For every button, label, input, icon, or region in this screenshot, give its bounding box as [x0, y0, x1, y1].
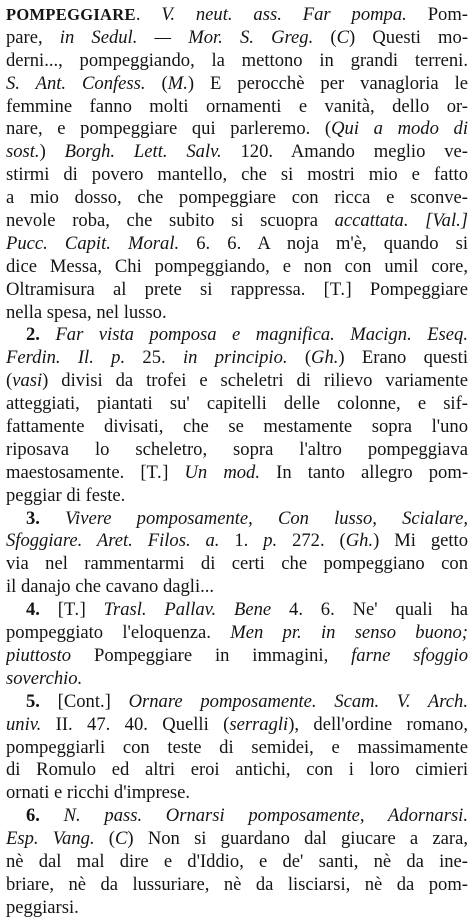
text-segment: C [115, 828, 128, 850]
text-segment: pare, [6, 26, 60, 48]
text-segment: ) divisi da trofei e scheletri di rilievo variamente [42, 370, 468, 392]
text-segment: [ [39, 599, 64, 621]
text-segment: riposava lo scheletro, sopra l'altro pompeggiava [6, 438, 468, 460]
text-segment: POMPEGGIARE [6, 5, 136, 24]
text-segment: nè dal mal dire e d'Iddio, e de' santi, nè da ine- [6, 850, 468, 872]
text-segment: Oltramisura al prete si rappressa. [ [6, 278, 330, 300]
text-segment: ornati e ricchi d'imprese. [6, 782, 191, 804]
text-line [6, 599, 468, 622]
text-segment: ( [145, 72, 168, 94]
text-segment: 3. [26, 507, 40, 529]
text-line [6, 485, 468, 508]
text-segment: 4. 6. Ne' quali ha [271, 599, 468, 621]
text-line [6, 256, 468, 279]
text-line [6, 691, 468, 714]
text-segment: accattata. [Val.] [334, 210, 468, 232]
text-segment: Esp. Vang. [6, 828, 95, 850]
text-line [6, 874, 468, 897]
text-segment: ) E perocchè per vanagloria le [187, 72, 468, 94]
text-segment: Men pr. in senso buono; [230, 622, 468, 644]
text-segment: soverchio. [6, 667, 83, 689]
text-segment: Pom- [406, 4, 468, 25]
text-segment: ) Mi getto [373, 530, 468, 552]
text-segment: ) Questi mo- [349, 26, 468, 48]
text-line [6, 233, 468, 256]
text-line [6, 4, 468, 27]
text-segment: ( [6, 370, 13, 392]
text-segment: in principio. [182, 347, 288, 369]
text-segment: di Romulo ed altri eroi antichi, con i loro cimieri [6, 759, 468, 781]
text-segment: C [336, 26, 350, 48]
text-segment: nella spesa, nel lusso. [6, 301, 167, 323]
text-line [6, 164, 468, 187]
text-segment: ) [39, 141, 65, 163]
text-segment: Borgh. Lett. Salv. [64, 141, 222, 163]
text-segment: vasi [12, 370, 43, 392]
text-line [6, 805, 468, 828]
text-line [6, 347, 468, 370]
text-segment: Qui a modo di [331, 118, 468, 140]
text-line [6, 759, 468, 782]
text-segment: ] [162, 461, 185, 483]
text-line [6, 118, 468, 141]
text-segment: pompeggiarli con teste di semidei, e massimamente [6, 736, 468, 758]
text-line [6, 210, 468, 233]
text-line [6, 714, 468, 737]
text-line [6, 508, 468, 531]
text-segment: In tanto allegro pom- [260, 461, 468, 483]
text-segment: femmine fanno molti ornamenti e vanità, dello or- [6, 95, 468, 117]
text-line [6, 782, 468, 805]
text-segment: derni..., pompeggiando, la mettono in grandi terreni. [6, 49, 468, 71]
text-line [6, 897, 468, 920]
text-segment: in Sedul. — Mor. S. Greg. [59, 26, 314, 48]
text-segment: M. [167, 72, 188, 94]
text-line [6, 279, 468, 302]
text-segment: Pompeggiare in immagini, [71, 644, 352, 666]
text-line [6, 141, 468, 164]
text-line [6, 439, 468, 462]
text-segment: peggiarsi. [6, 896, 79, 918]
text-segment: a mio dosso, che pompeggiare con ricca e sconve- [6, 187, 468, 209]
text-segment: ) Erano questi [338, 347, 468, 369]
text-line [6, 187, 468, 210]
text-segment: T. [329, 278, 346, 300]
text-segment: 1. [219, 530, 264, 552]
text-segment: univ. [6, 713, 42, 735]
text-segment: . [135, 4, 162, 25]
text-segment: Gh. [311, 347, 339, 369]
text-segment: nare, e pompeggiare qui parleremo. ( [6, 118, 332, 140]
text-segment: 6. 6. A noja m'è, quando si [179, 232, 468, 254]
text-line [6, 553, 468, 576]
text-line [6, 645, 468, 668]
text-segment: nevole roba, che subito si scuopra [6, 210, 335, 232]
text-line [6, 737, 468, 760]
text-segment: 6. [26, 805, 40, 827]
text-segment: sost. [6, 141, 40, 163]
text-segment: V. neut. ass. Far pompa. [161, 4, 407, 25]
text-segment: ( [313, 26, 337, 48]
text-segment: 5. [26, 690, 40, 712]
text-line [6, 73, 468, 96]
text-line [6, 50, 468, 73]
text-segment: Gh. [345, 530, 374, 552]
text-line [6, 462, 468, 485]
text-segment: serragli [229, 713, 289, 735]
text-segment: 272. ( [277, 530, 346, 552]
text-line [6, 324, 468, 347]
text-segment: N. pass. Ornarsi pomposamente, Adornarsi. [63, 805, 468, 827]
text-line [6, 828, 468, 851]
text-segment: ), dell'ordine romano, [288, 713, 468, 735]
dictionary-entry [6, 4, 468, 918]
text-segment: 2. [26, 324, 40, 346]
text-line [6, 622, 468, 645]
text-segment: II. 47. 40. Quelli ( [41, 713, 230, 735]
text-line [6, 302, 468, 325]
text-segment: Trasl. Pallav. Bene [103, 599, 272, 621]
text-segment: Sfoggiare. Aret. Filos. a. [6, 530, 220, 552]
text-segment: via nel rammentarmi di certi che pompeggiano con [6, 553, 468, 575]
text-segment: 25. [125, 347, 183, 369]
text-line [6, 530, 468, 553]
text-segment: ( [287, 347, 312, 369]
text-segment: ] Pompeggiare [345, 278, 468, 300]
text-segment: pompeggiato l'eloquenza. [6, 622, 231, 644]
text-segment: Far vista pomposa e magnifica. Macign. Eseq. [55, 324, 468, 346]
text-segment: p. [263, 530, 278, 552]
text-segment: peggiar di feste. [6, 484, 126, 506]
text-line [6, 851, 468, 874]
text-segment: T. [63, 599, 80, 621]
text-line [6, 668, 468, 691]
text-segment: ) Non si guardano dal giucare a zara, [127, 828, 468, 850]
text-line [6, 393, 468, 416]
text-segment: 4. [26, 599, 40, 621]
text-segment: S. Ant. Confess. [6, 72, 146, 94]
text-segment: Un mod. [184, 461, 261, 483]
text-segment: T. [146, 461, 163, 483]
text-segment: stirmi di povero mantello, che si mostri mio e fatto [6, 164, 468, 186]
text-segment: dice Messa, Chi pompeggiando, e non con umil core, [6, 255, 468, 277]
text-segment: piuttosto [6, 644, 72, 666]
text-segment [40, 805, 64, 826]
text-line [6, 96, 468, 119]
text-segment: ] [79, 599, 104, 621]
text-segment: briare, nè da lussuriare, nè da lisciarsi, nè da pom- [6, 873, 468, 895]
text-segment: il danajo che cavano dagli... [6, 576, 215, 598]
text-segment: farne sfoggio [351, 644, 468, 666]
text-segment: 120. Amando meglio ve- [221, 141, 468, 163]
text-segment: fattamente divisati, che se mestamente sopra l'uno [6, 416, 468, 438]
text-segment: Vivere pomposamente, Con lusso, Scialare, [65, 507, 468, 529]
text-line [6, 370, 468, 393]
text-segment: Ornare pomposamente. Scam. V. Arch. [128, 690, 468, 712]
text-line [6, 416, 468, 439]
text-line [6, 27, 468, 50]
text-segment: maestosamente. [ [6, 461, 147, 483]
text-segment [40, 508, 65, 529]
text-line [6, 576, 468, 599]
text-segment: [Cont.] [39, 690, 129, 712]
text-segment [40, 324, 55, 345]
text-segment: Pucc. Capit. Moral. [6, 232, 180, 254]
text-segment: Ferdin. Il. p. [6, 347, 126, 369]
text-segment: ( [94, 828, 116, 850]
text-segment: atteggiati, piantati su' capitelli delle colonne, e sif- [6, 393, 468, 415]
